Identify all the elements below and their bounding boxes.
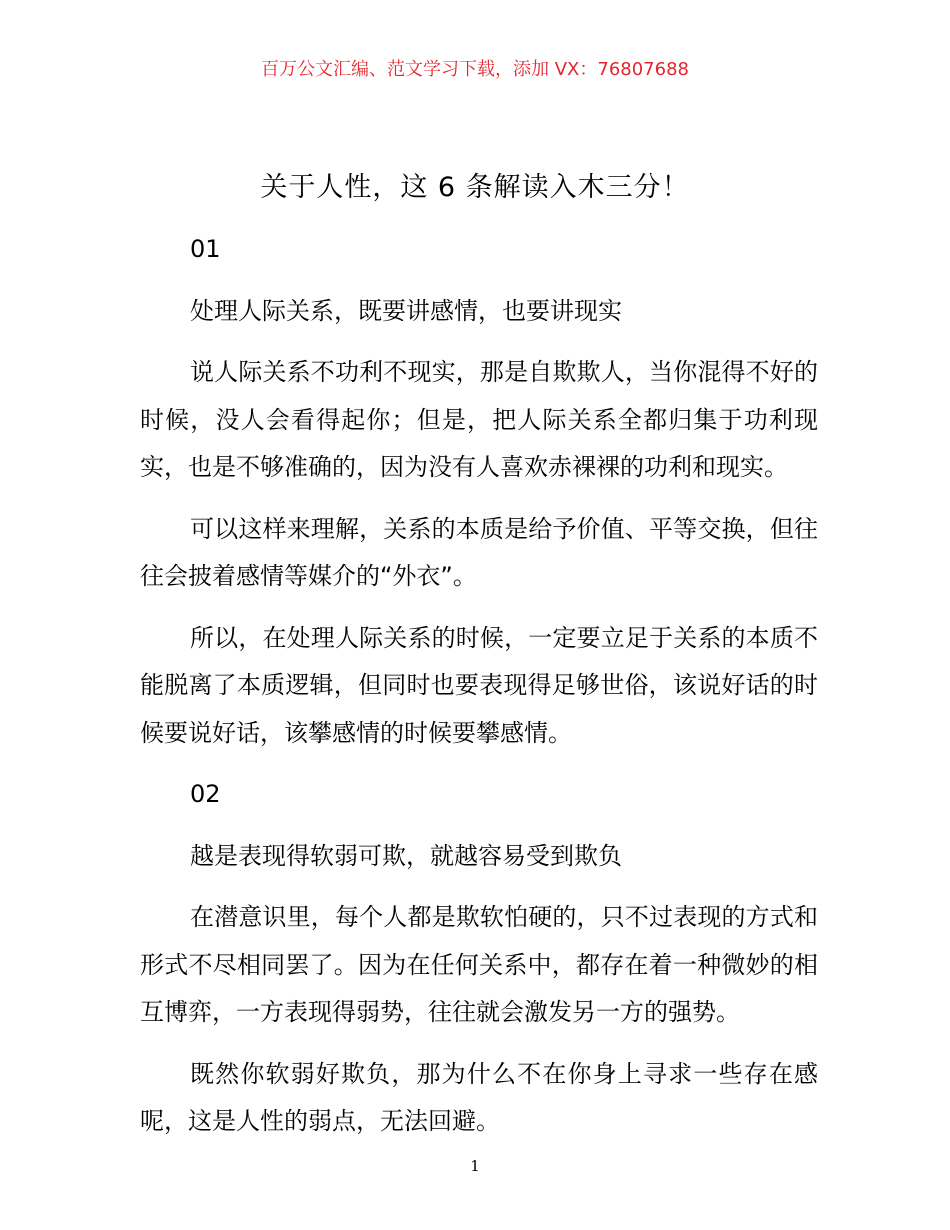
page-number: 1 — [470, 1157, 480, 1175]
section-number: 02 — [190, 780, 221, 808]
section-heading: 处理人际关系，既要讲感情，也要讲现实 — [190, 296, 622, 325]
body-paragraph: 说人际关系不功利不现实，那是自欺欺人，当你混得不好的时候，没人会看得起你；但是，把人际关系全都归集于功利现实，也是不够准确的，因为没有人喜欢赤裸裸的功利和现实。 — [140, 358, 818, 481]
body-paragraph: 所以，在处理人际关系的时候，一定要立足于关系的本质不能脱离了本质逻辑，但同时也要表现得足够世俗，该说好话的时候要说好话，该攀感情的时候要攀感情。 — [140, 623, 818, 747]
body-paragraph: 可以这样来理解，关系的本质是给予价值、平等交换，但往往会披着感情等媒介的“外衣”。 — [140, 514, 818, 590]
document-title: 关于人性，这 6 条解读入木三分！ — [260, 172, 690, 203]
body-paragraph: 既然你软弱好欺负，那为什么不在你身上寻求一些存在感呢，这是人性的弱点，无法回避。 — [140, 1059, 818, 1135]
section-heading: 越是表现得软弱可欺，就越容易受到欺负 — [190, 841, 622, 870]
section-number: 01 — [190, 235, 221, 263]
document-body — [140, 226, 818, 1160]
header-banner: 百万公文汇编、范文学习下载，添加 VX：76807688 — [261, 59, 689, 80]
body-paragraph: 在潜意识里，每个人都是欺软怕硬的，只不过表现的方式和形式不尽相同罢了。因为在任何关系中，都存在着一种微妙的相互博弈，一方表现得弱势，往往就会激发另一方的强势。 — [140, 903, 818, 1026]
